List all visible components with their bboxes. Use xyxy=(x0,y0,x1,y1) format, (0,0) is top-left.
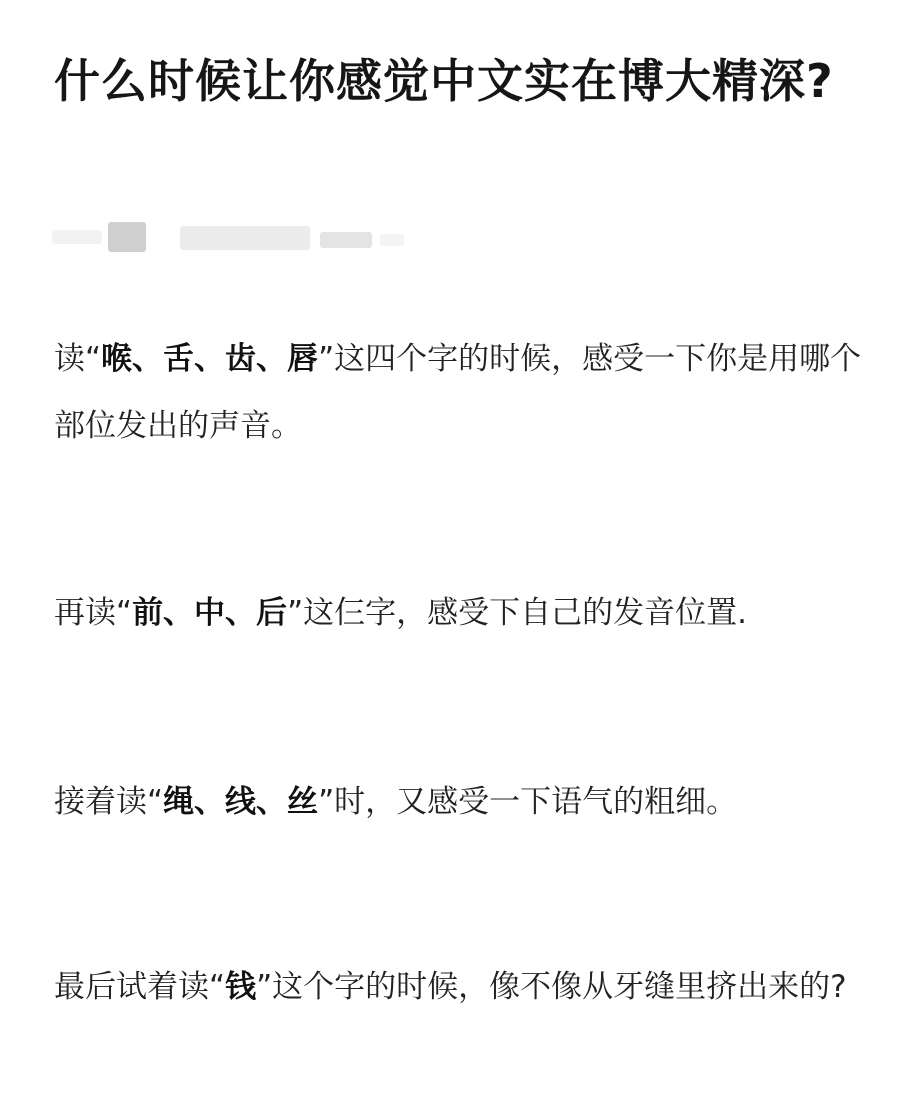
body-paragraph xyxy=(54,769,864,836)
paragraph-text: ”这个字的时候，像不像从牙缝里挤出来的? xyxy=(256,969,847,1005)
body-paragraph xyxy=(54,326,864,460)
body-paragraph xyxy=(54,954,864,1021)
paragraph-text: ”时，又感受一下语气的粗细。 xyxy=(318,784,738,820)
emphasized-text: 喉、舌、齿、唇 xyxy=(101,341,319,377)
post-title: 什么时候让你感觉中文实在博大精深? xyxy=(54,54,834,108)
paragraph-text: ”这仨字，感受下自己的发音位置. xyxy=(287,595,747,631)
author-info-blurred xyxy=(52,218,412,252)
paragraph-text: ”这四个字的时候，感受一下你是用哪个部位发出的声音。 xyxy=(54,341,862,444)
emphasized-text: 绳、线、丝 xyxy=(163,784,319,820)
paragraph-text: 再读“ xyxy=(54,595,133,631)
blurred-author-name xyxy=(180,226,310,250)
body-paragraph xyxy=(54,580,864,647)
paragraph-text: 读“ xyxy=(54,341,102,377)
blurred-text xyxy=(320,232,372,248)
paragraph-text: 最后试着读“ xyxy=(54,969,226,1005)
blurred-text xyxy=(380,234,404,246)
blurred-text xyxy=(52,230,102,244)
emphasized-text: 钱 xyxy=(225,969,257,1005)
avatar xyxy=(108,222,146,252)
paragraph-text: 接着读“ xyxy=(54,784,164,820)
emphasized-text: 前、中、后 xyxy=(132,595,288,631)
